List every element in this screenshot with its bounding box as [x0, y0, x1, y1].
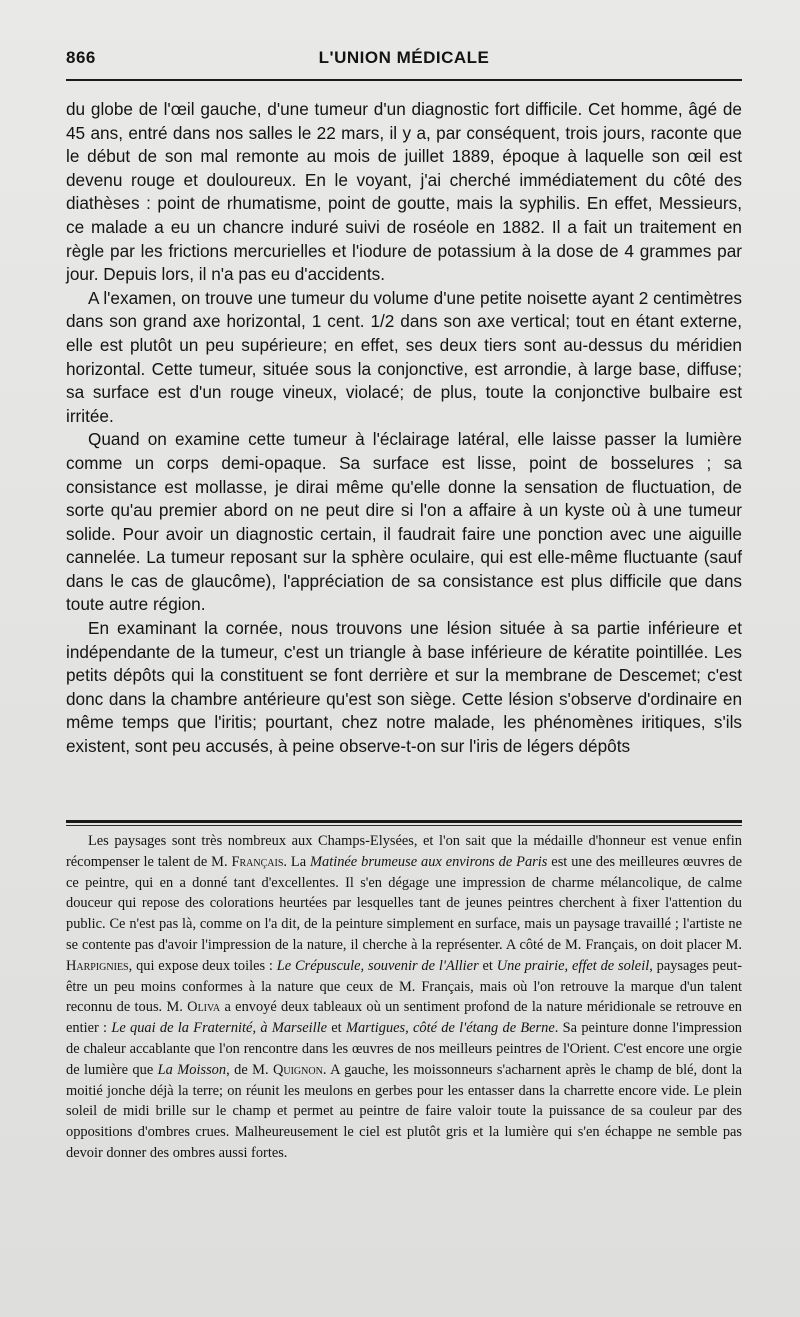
- footnote-text: a envoyé deux tableaux où un sentiment profond de la nature méridionale se retrouve en entier :: [66, 999, 742, 1037]
- artwork-title: Le Crépuscule, souvenir de l'Allier: [276, 957, 479, 974]
- footnote-rule: [66, 820, 742, 823]
- footnote-text: et: [326, 1020, 346, 1037]
- footnote-text: . La: [283, 853, 311, 870]
- artwork-title: Martigues, côté de l'étang de Berne: [345, 1020, 555, 1037]
- painter-name: Quignon: [272, 1061, 323, 1078]
- footnote-text: Les paysages sont très nombreux aux Champs-Elysées, et l'on sait que la médaille d'honneur est venue enfin récompenser le talent de M.: [66, 833, 742, 870]
- artwork-title: Le quai de la Fraternité, à Marseille: [111, 1020, 327, 1037]
- main-text: [66, 98, 742, 759]
- footnote-text: . Sa peinture donne l'impression de chaleur accablante que l'on rencontre dans les œuvres de nos meilleurs peintres de l'Orient. C'est encore une orgie de lumière que: [66, 1020, 742, 1078]
- paragraph-2: A l'examen, on trouve une tumeur du volume d'une petite noisette ayant 2 centimètres dans son grand axe horizontal, 1 cent. 1/2 dans son axe vertical; tout en étant externe, elle est plutôt un peu supérieure; en effet, ses deux tiers sont au-dessus du méridien horizontal. Cette tumeur, située sous la conjonctive, est arrondie, à large base, diffuse; sa surface est d'un rouge vineux, violacé; de plus, toute la conjonctive bulbaire est irritée.: [66, 287, 742, 426]
- paragraph-3: Quand on examine cette tumeur à l'éclairage latéral, elle laisse passer la lumière comme un corps demi-opaque. Sa surface est lisse, point de bosselures ; sa consistance est mollasse, je dirai même qu'elle donne la sensation de fluctuation, de sorte qu'au premier abord on ne peut dire si l'on a affaire à un kyste où à une tumeur solide. Pour avoir un diagnostic certain, il faudrait faire une ponction avec une aiguille cannelée. La tumeur reposant sur la sphère oculaire, qui est elle-même fluctuante (sauf dans le cas de glaucôme), l'appréciation de sa consistance est plus difficile que dans toute autre région.: [66, 429, 742, 615]
- painter-name: Harpignies: [66, 957, 129, 974]
- journal-title: L'UNION MÉDICALE: [318, 48, 490, 67]
- running-head: [66, 48, 742, 72]
- artwork-title: La Moisson: [157, 1061, 227, 1078]
- footnote-text: , de M.: [226, 1061, 273, 1078]
- paragraph-1: du globe de l'œil gauche, d'une tumeur d'un diagnostic fort difficile. Cet homme, âgé de 45 ans, entré dans nos salles le 22 mars, il y a, par conséquent, trois jours, raconte que le début de son mal remonte au mois de juillet 1889, époque à laquelle son œil est devenu rouge et douloureux. En le voyant, j'ai cherché immédiatement du côté des diathèses : point de rhumatisme, point de goutte, mais la syphilis. En effet, Messieurs, ce malade a eu un chancre induré suivi de roséole en 1882. Il a fait un traitement en règle par les frictions mercurielles et l'iodure de potassium à la dose de 4 grammes par jour. Depuis lors, il n'a pas eu d'accidents.: [66, 99, 742, 285]
- painter-name: Français: [231, 853, 284, 870]
- page-number: 866: [66, 48, 96, 67]
- artwork-title: Matinée brumeuse aux environs de Paris: [310, 853, 548, 870]
- footnote-rule-thin: [66, 825, 742, 826]
- artwork-title: Une prairie, effet de soleil: [496, 957, 650, 974]
- footnote-text: , qui expose deux toiles :: [128, 957, 277, 974]
- footnote-text: . A gauche, les moissonneurs s'acharnent après le champ de blé, dont la moitié jonche déjà la terre; on réunit les meulons en gerbes pour les entasser dans la charrette encore vide. Le plein soleil de midi brille sur le champ et permet au peintre de faire valoir toute la puissance de sa couleur par des oppositions d'ombres crues. Malheureusement le ciel est plutôt gris et la lumière qui s'en échappe ne semble pas devoir donner des ombres aussi fortes.: [66, 1061, 742, 1161]
- footnote-paragraph: [66, 831, 742, 1164]
- paragraph-4: En examinant la cornée, nous trouvons une lésion située à sa partie inférieure et indépendante de la tumeur, c'est un triangle à base inférieure de kératite pointillée. Les petits dépôts qui la constituent se font derrière et sur la membrane de Descemet; c'est donc dans la chambre antérieure qu'est son siège. Cette lésion s'observe d'ordinaire en même temps que l'iritis; pourtant, chez notre malade, les phénomènes iritiques, s'ils existent, sont peu accusés, à peine observe-t-on sur l'iris de légers dépôts: [66, 618, 742, 757]
- painter-name: Oliva: [187, 999, 221, 1016]
- footnote-text: est une des meilleures œuvres de ce peintre, qui en a donné tant d'excellentes. Il s'en dégage une impression de charme mélancolique, de calme douceur qui repose des colorations heurtées par lesquelles tant de jeunes peintres cherchent à fixer l'attention du public. Ce n'est pas là, comme on l'a dit, de la peinture simplement en surface, mais un paysage travaillé ; l'artiste ne se contente pas d'avoir l'impression de la nature, il cherche à la représenter. A côté de M. Français, on doit placer M.: [66, 853, 742, 953]
- header-rule: [66, 79, 742, 81]
- footnote-text: et: [478, 957, 497, 974]
- footnote: [66, 831, 742, 1164]
- footnote-text: , paysages peut-être un peu moins conformes à la nature que ceux de M. Français, mais où l'on retrouve la marque d'un talent reconnu de tous. M.: [66, 957, 743, 1016]
